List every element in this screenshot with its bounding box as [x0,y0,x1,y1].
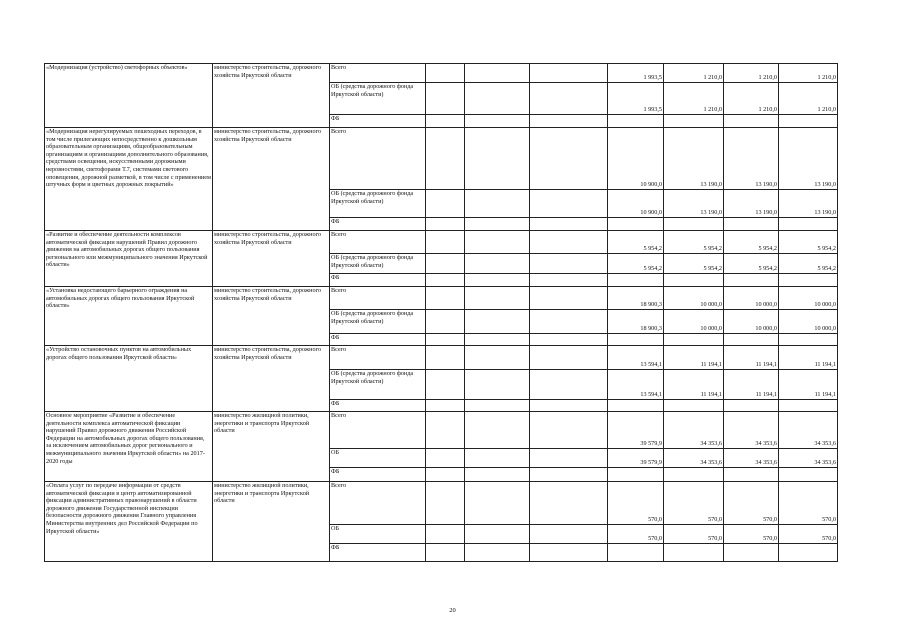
amount-cell: 5 954,2 [608,254,664,274]
amount-cell [779,218,838,231]
amount-cell [664,115,724,128]
empty-cell [465,412,530,449]
amount-cell: 1 210,0 [779,64,838,83]
program-funding-table [44,63,838,562]
amount-cell: 570,0 [724,525,779,544]
amount-cell: 11 194,1 [724,370,779,400]
empty-cell [530,449,608,468]
measure-name-cell: «Развитие и обеспечение деятельности комплексов автоматической фиксации нарушений Правил дорожного движения на автомобильных дорогах общего пользования регионального или межмуниципального значения Иркутской области» [45,231,213,287]
amount-cell: 13 594,1 [608,370,664,400]
empty-cell [465,190,530,218]
amount-cell: 34 353,6 [664,449,724,468]
funding-source-cell: ОБ (средства дорожного фонда Иркутской области) [330,190,426,218]
measure-name-cell: «Модернизация нерегулируемых пешеходных переходов, в том числе прилегающих непосредственно к дошкольным образовательным организациям, общеобразовательным организациям и организациям дополнительного образования, средствами освещения, искусственными дорожными неровностями, светофорами Т.7, системами светового оповещения, дорожной разметкой, в том числе с применением штучных форм и цветных дорожных покрытий» [45,128,213,231]
empty-cell [465,64,530,83]
amount-cell: 5 954,2 [779,231,838,254]
amount-cell [608,334,664,346]
empty-cell [465,468,530,482]
empty-cell [465,83,530,115]
empty-cell [530,525,608,544]
amount-cell [664,334,724,346]
amount-cell: 11 194,1 [779,346,838,370]
amount-cell: 5 954,2 [779,254,838,274]
empty-cell [530,346,608,370]
funding-source-cell: ФБ [330,218,426,231]
funding-source-cell: ОБ [330,449,426,468]
amount-cell: 18 900,3 [608,310,664,334]
amount-cell: 1 210,0 [724,83,779,115]
empty-cell [530,231,608,254]
empty-cell [530,254,608,274]
table-row [45,64,838,83]
empty-cell [426,334,465,346]
amount-cell: 570,0 [664,525,724,544]
amount-cell: 1 993,5 [608,64,664,83]
amount-cell [724,400,779,412]
empty-cell [530,190,608,218]
empty-cell [426,310,465,334]
empty-cell [426,346,465,370]
amount-cell: 1 993,5 [608,83,664,115]
funding-source-cell: Всего [330,346,426,370]
funding-source-cell: Всего [330,128,426,190]
amount-cell: 5 954,2 [664,254,724,274]
amount-cell: 10 000,0 [724,287,779,310]
amount-cell: 570,0 [608,482,664,525]
amount-cell: 5 954,2 [724,231,779,254]
funding-source-cell: ОБ [330,525,426,544]
executor-cell: министерство строительства, дорожного хозяйства Иркутской области [213,231,330,287]
empty-cell [426,412,465,449]
empty-cell [530,400,608,412]
amount-cell [608,468,664,482]
amount-cell: 1 210,0 [724,64,779,83]
empty-cell [426,274,465,287]
funding-source-cell: Всего [330,231,426,254]
empty-cell [426,468,465,482]
amount-cell: 18 900,3 [608,287,664,310]
amount-cell: 34 353,6 [724,412,779,449]
empty-cell [530,274,608,287]
amount-cell: 1 210,0 [779,83,838,115]
amount-cell: 5 954,2 [664,231,724,254]
amount-cell: 34 353,6 [779,449,838,468]
empty-cell [426,370,465,400]
empty-cell [465,274,530,287]
empty-cell [465,128,530,190]
amount-cell [724,468,779,482]
amount-cell: 10 900,0 [608,190,664,218]
executor-cell: министерство строительства, дорожного хозяйства Иркутской области [213,287,330,346]
page-number: 20 [449,607,456,614]
amount-cell: 10 000,0 [779,310,838,334]
empty-cell [530,115,608,128]
empty-cell [426,128,465,190]
amount-cell: 570,0 [779,482,838,525]
empty-cell [426,190,465,218]
amount-cell: 13 594,1 [608,346,664,370]
empty-cell [530,218,608,231]
empty-cell [530,310,608,334]
executor-cell: министерство жилищной политики, энергетики и транспорта Иркутской области [213,412,330,482]
table-row [45,287,838,310]
empty-cell [465,525,530,544]
amount-cell: 570,0 [664,482,724,525]
amount-cell [779,468,838,482]
amount-cell [608,115,664,128]
amount-cell: 570,0 [724,482,779,525]
amount-cell [779,544,838,562]
empty-cell [426,83,465,115]
measure-name-cell: «Модернизация (устройство) светофорных объектов» [45,64,213,128]
amount-cell: 10 000,0 [664,287,724,310]
amount-cell: 39 579,9 [608,412,664,449]
empty-cell [465,544,530,562]
amount-cell: 13 190,0 [664,190,724,218]
amount-cell: 13 190,0 [664,128,724,190]
amount-cell [608,400,664,412]
funding-source-cell: Всего [330,412,426,449]
empty-cell [426,482,465,525]
empty-cell [465,400,530,412]
funding-source-cell: ОБ (средства дорожного фонда Иркутской области) [330,310,426,334]
amount-cell: 13 190,0 [724,128,779,190]
funding-source-cell: ОБ (средства дорожного фонда Иркутской области) [330,254,426,274]
empty-cell [426,231,465,254]
empty-cell [465,370,530,400]
empty-cell [530,482,608,525]
amount-cell [664,218,724,231]
measure-name-cell: «Устройство остановочных пунктов на автомобильных дорогах общего пользования Иркутской области» [45,346,213,412]
amount-cell: 11 194,1 [664,370,724,400]
executor-cell: министерство строительства, дорожного хозяйства Иркутской области [213,346,330,412]
empty-cell [530,334,608,346]
amount-cell: 10 000,0 [664,310,724,334]
amount-cell [664,544,724,562]
amount-cell [724,334,779,346]
amount-cell [608,274,664,287]
amount-cell [779,274,838,287]
empty-cell [530,412,608,449]
table-row [45,346,838,370]
empty-cell [426,254,465,274]
empty-cell [465,346,530,370]
empty-cell [426,218,465,231]
empty-cell [426,400,465,412]
amount-cell: 34 353,6 [779,412,838,449]
amount-cell: 570,0 [608,525,664,544]
amount-cell [664,274,724,287]
measure-name-cell: Основное мероприятие «Развитие и обеспечение деятельности комплекса автоматической фиксации нарушений Правил дорожного движения Российской Федерации на автомобильных дорогах общего пользования, за исключением автомобильных дорог регионального и межмуниципального значения Иркутской области» на 2017-2020 годы [45,412,213,482]
amount-cell [724,218,779,231]
funding-source-cell: ФБ [330,115,426,128]
funding-source-cell: ФБ [330,400,426,412]
amount-cell: 13 190,0 [779,190,838,218]
empty-cell [426,115,465,128]
amount-cell [724,274,779,287]
funding-source-cell: ОБ (средства дорожного фонда Иркутской области) [330,370,426,400]
amount-cell: 1 210,0 [664,64,724,83]
amount-cell: 5 954,2 [724,254,779,274]
amount-cell [779,334,838,346]
table-row [45,128,838,190]
amount-cell [724,544,779,562]
funding-source-cell: ФБ [330,274,426,287]
amount-cell: 5 954,2 [608,231,664,254]
amount-cell [608,218,664,231]
funding-source-cell: ОБ (средства дорожного фонда Иркутской области) [330,83,426,115]
empty-cell [465,310,530,334]
amount-cell: 11 194,1 [724,346,779,370]
executor-cell: министерство строительства, дорожного хозяйства Иркутской области [213,128,330,231]
amount-cell [664,400,724,412]
amount-cell: 10 000,0 [724,310,779,334]
empty-cell [530,287,608,310]
empty-cell [465,287,530,310]
amount-cell [664,468,724,482]
empty-cell [426,64,465,83]
measure-name-cell: «Оплата услуг по передаче информации от средств автоматической фиксации в центр автоматизированной фиксации административных правонарушений в области дорожного движения Государственной инспекции безопасности дорожного движения Главного управления Министерства внутренних дел Российской Федерации по Иркутской области» [45,482,213,562]
amount-cell: 1 210,0 [664,83,724,115]
empty-cell [426,449,465,468]
empty-cell [465,218,530,231]
empty-cell [530,468,608,482]
amount-cell: 10 000,0 [779,287,838,310]
amount-cell [608,544,664,562]
funding-source-cell: ФБ [330,544,426,562]
table-row [45,231,838,254]
empty-cell [465,449,530,468]
empty-cell [426,544,465,562]
empty-cell [530,128,608,190]
empty-cell [530,83,608,115]
executor-cell: министерство жилищной политики, энергетики и транспорта Иркутской области [213,482,330,562]
funding-source-cell: ФБ [330,468,426,482]
empty-cell [530,64,608,83]
empty-cell [426,525,465,544]
table-row [45,482,838,525]
empty-cell [465,334,530,346]
amount-cell: 11 194,1 [664,346,724,370]
empty-cell [465,482,530,525]
amount-cell: 10 900,0 [608,128,664,190]
funding-source-cell: ФБ [330,334,426,346]
empty-cell [465,231,530,254]
funding-source-cell: Всего [330,287,426,310]
funding-source-cell: Всего [330,64,426,83]
table-row [45,412,838,449]
amount-cell: 39 579,9 [608,449,664,468]
empty-cell [530,370,608,400]
empty-cell [465,254,530,274]
amount-cell [779,115,838,128]
empty-cell [530,544,608,562]
measure-name-cell: «Установка недостающего барьерного ограждения на автомобильных дорогах общего пользования Иркутской области» [45,287,213,346]
amount-cell: 11 194,1 [779,370,838,400]
empty-cell [465,115,530,128]
executor-cell: министерство строительства, дорожного хозяйства Иркутской области [213,64,330,128]
amount-cell: 34 353,6 [664,412,724,449]
empty-cell [426,287,465,310]
amount-cell [724,115,779,128]
amount-cell: 13 190,0 [779,128,838,190]
amount-cell: 34 353,6 [724,449,779,468]
amount-cell [779,400,838,412]
amount-cell: 570,0 [779,525,838,544]
amount-cell: 13 190,0 [724,190,779,218]
funding-source-cell: Всего [330,482,426,525]
